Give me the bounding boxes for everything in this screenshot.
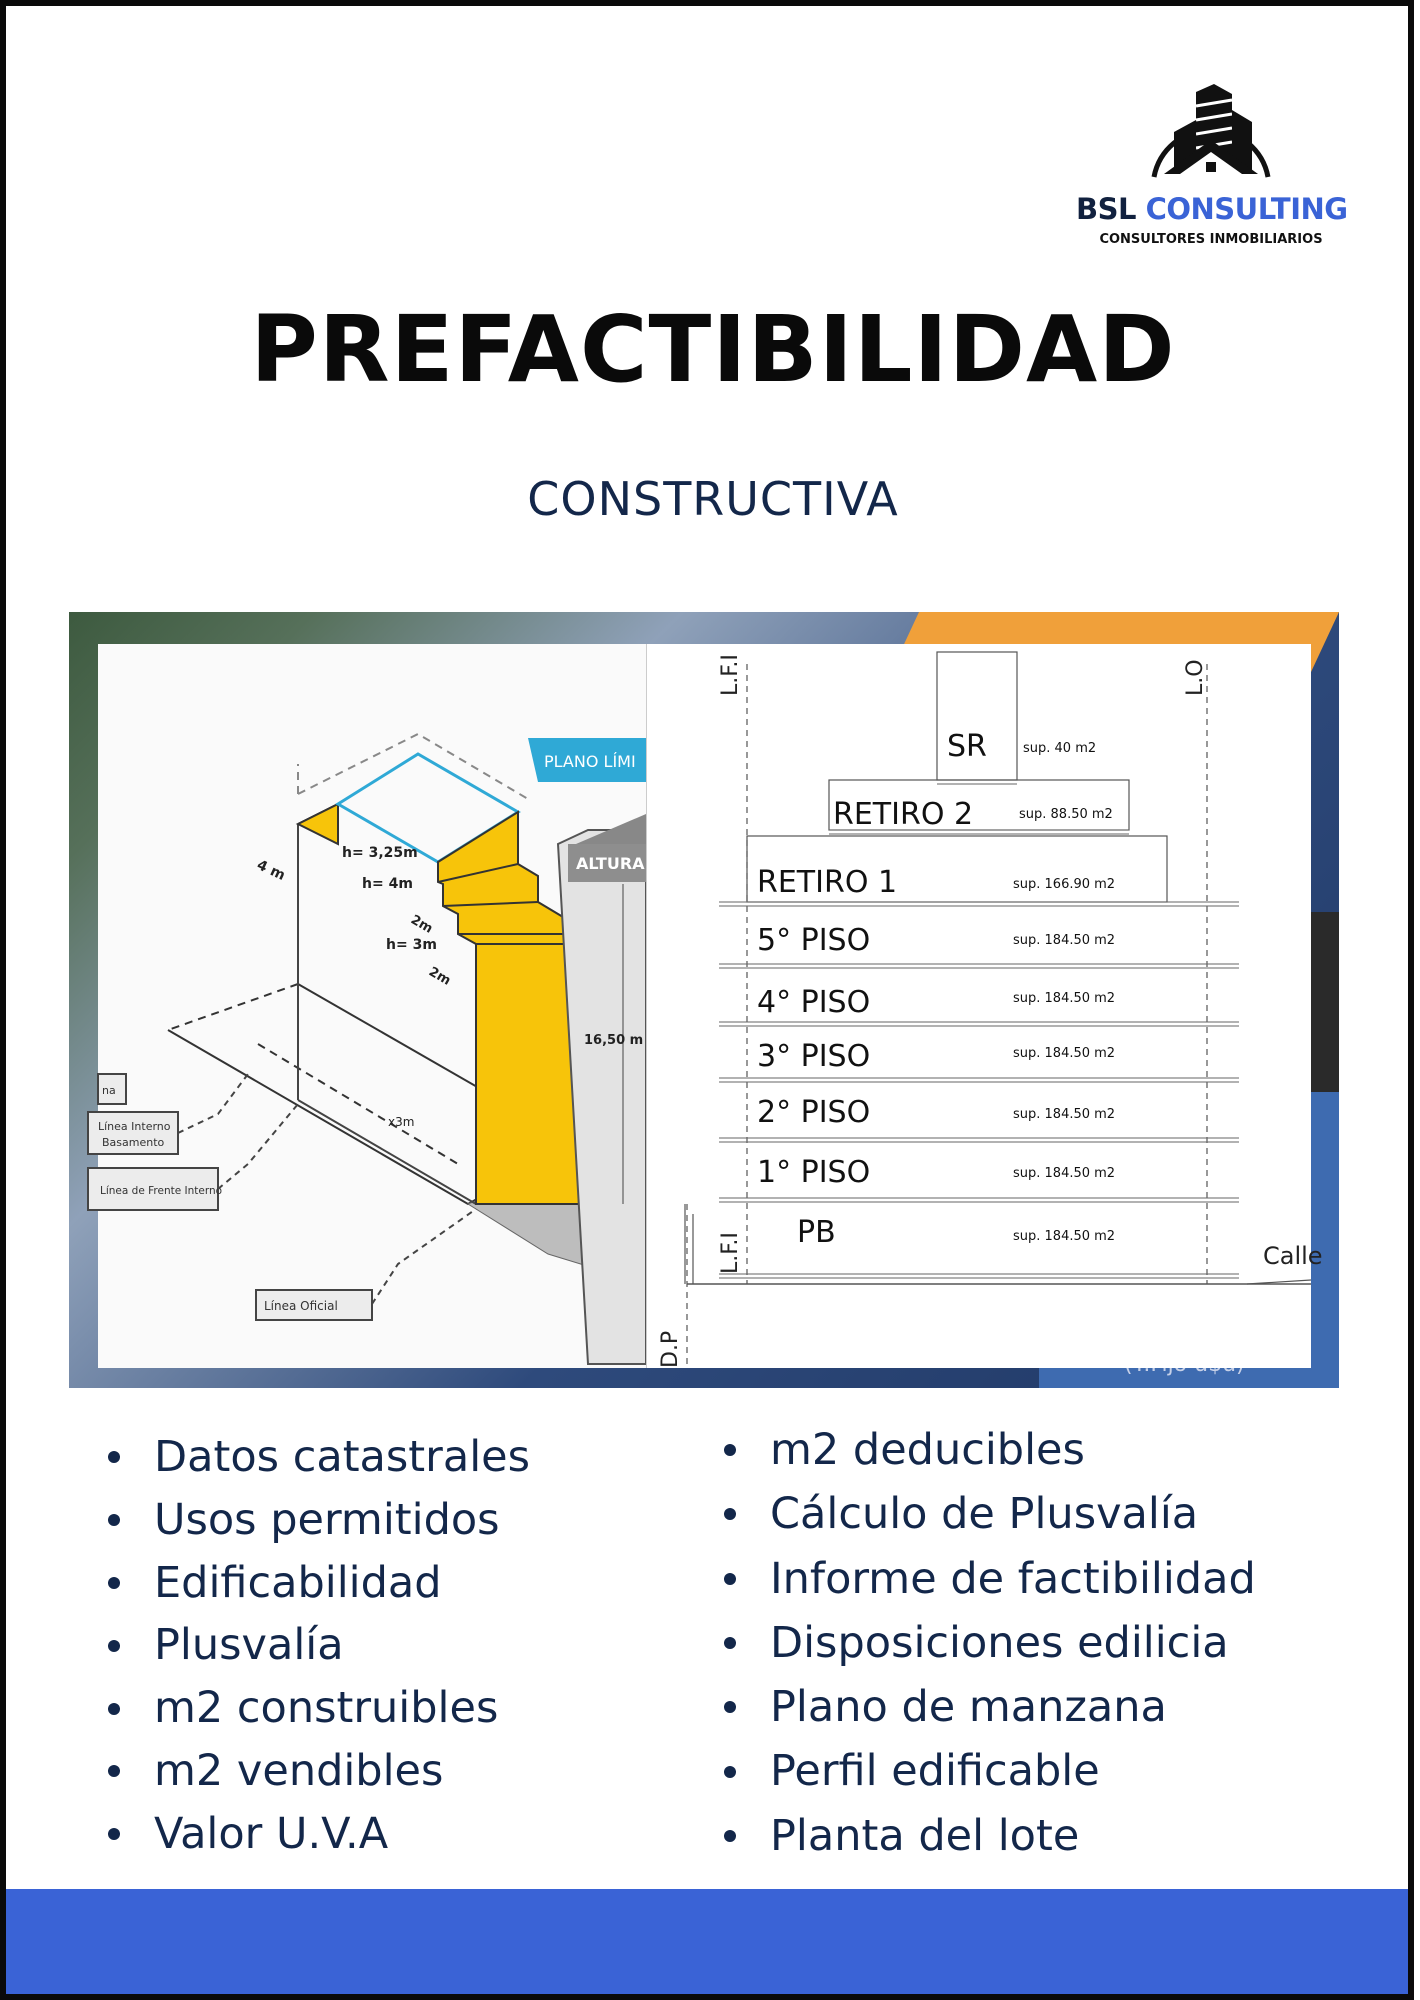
- list-item: Datos catastrales: [108, 1426, 530, 1489]
- hero-collage: [69, 612, 1339, 1388]
- floor-name: 2° PISO: [757, 1095, 871, 1130]
- floor-name: RETIRO 1: [757, 865, 898, 900]
- altura-label: ALTURA: [576, 854, 645, 873]
- floor-area: sup. 184.50 m2: [1013, 933, 1116, 948]
- floor-name: RETIRO 2: [833, 797, 974, 832]
- dim-h4: h= 4m: [362, 876, 413, 892]
- callout-partial: na: [102, 1084, 116, 1097]
- floor-area: sup. 184.50 m2: [1013, 991, 1116, 1006]
- brand-name-part1: BSL: [1076, 192, 1136, 226]
- list-item: Planta del lote: [724, 1804, 1256, 1868]
- floor-area: sup. 40 m2: [1023, 741, 1097, 756]
- floor-name: PB: [797, 1215, 836, 1250]
- floor-name: 4° PISO: [757, 985, 871, 1020]
- dim-h3: h= 3m: [386, 937, 437, 953]
- page-title: PREFACTIBILIDAD: [250, 296, 1176, 403]
- list-item: Cálculo de Plusvalía: [724, 1482, 1256, 1546]
- floor-area: sup. 184.50 m2: [1013, 1046, 1116, 1061]
- altura-1650-dim: 16,50 m: [584, 1033, 644, 1048]
- list-item: Valor U.V.A: [108, 1803, 530, 1866]
- dp-label: D.P: [658, 1330, 683, 1368]
- callout-linea-frente-interno: Línea de Frente Interno: [100, 1185, 223, 1197]
- list-item: Edificabilidad: [108, 1552, 530, 1615]
- list-item: Plano de manzana: [724, 1675, 1256, 1739]
- services-list-left: [108, 1426, 530, 1866]
- list-item: m2 deducibles: [724, 1418, 1256, 1482]
- floor-name: SR: [947, 729, 987, 764]
- list-item: m2 vendibles: [108, 1740, 530, 1803]
- dim-h325: h= 3,25m: [342, 845, 418, 861]
- isometric-envelope-diagram: [98, 644, 646, 1368]
- dim-x3m: x3m: [388, 1115, 415, 1129]
- list-item: Plusvalía: [108, 1614, 530, 1677]
- calle-label: Calle: [1263, 1242, 1323, 1270]
- brand-tagline: CONSULTORES INMOBILIARIOS: [1099, 232, 1323, 247]
- brand-name: [1076, 192, 1346, 226]
- floor-area: sup. 88.50 m2: [1019, 807, 1113, 822]
- brand-name-part2: CONSULTING: [1145, 192, 1348, 226]
- floor-name: 3° PISO: [757, 1039, 871, 1074]
- floor-area: sup. 184.50 m2: [1013, 1166, 1116, 1181]
- building-section-diagram: [646, 644, 1323, 1368]
- list-item: Disposiciones edilicia: [724, 1611, 1256, 1675]
- dim-2m-b: 2m: [426, 964, 454, 989]
- dim-4m-side: 4 m: [254, 857, 288, 884]
- callout-linea-oficial: Línea Oficial: [264, 1299, 338, 1313]
- building-house-icon: [1136, 82, 1286, 192]
- list-item: Perfil edificable: [724, 1739, 1256, 1803]
- plano-limite-label: PLANO LÍMI: [544, 752, 636, 771]
- list-item: Usos permitidos: [108, 1489, 530, 1552]
- services-list-right: [724, 1418, 1256, 1868]
- dim-2m-a: 2m: [408, 912, 436, 937]
- list-item: m2 construibles: [108, 1677, 530, 1740]
- floor-area: sup. 166.90 m2: [1013, 877, 1116, 892]
- brand-logo: [1076, 82, 1346, 252]
- floor-area: sup. 184.50 m2: [1013, 1107, 1116, 1122]
- floor-name: 5° PISO: [757, 923, 871, 958]
- callout-basamento: Basamento: [102, 1136, 165, 1149]
- lo-top-label: L.O: [1183, 659, 1208, 696]
- floor-area: sup. 184.50 m2: [1013, 1229, 1116, 1244]
- footer-bar: [6, 1889, 1408, 1994]
- page-subtitle: CONSTRUCTIVA: [527, 472, 899, 526]
- floor-name: 1° PISO: [757, 1155, 871, 1190]
- callout-linea-interno: Línea Interno: [98, 1120, 171, 1133]
- lfi-bottom-label: L.F.I: [718, 1232, 743, 1274]
- lfi-top-label: L.F.I: [718, 654, 743, 696]
- list-item: Informe de factibilidad: [724, 1547, 1256, 1611]
